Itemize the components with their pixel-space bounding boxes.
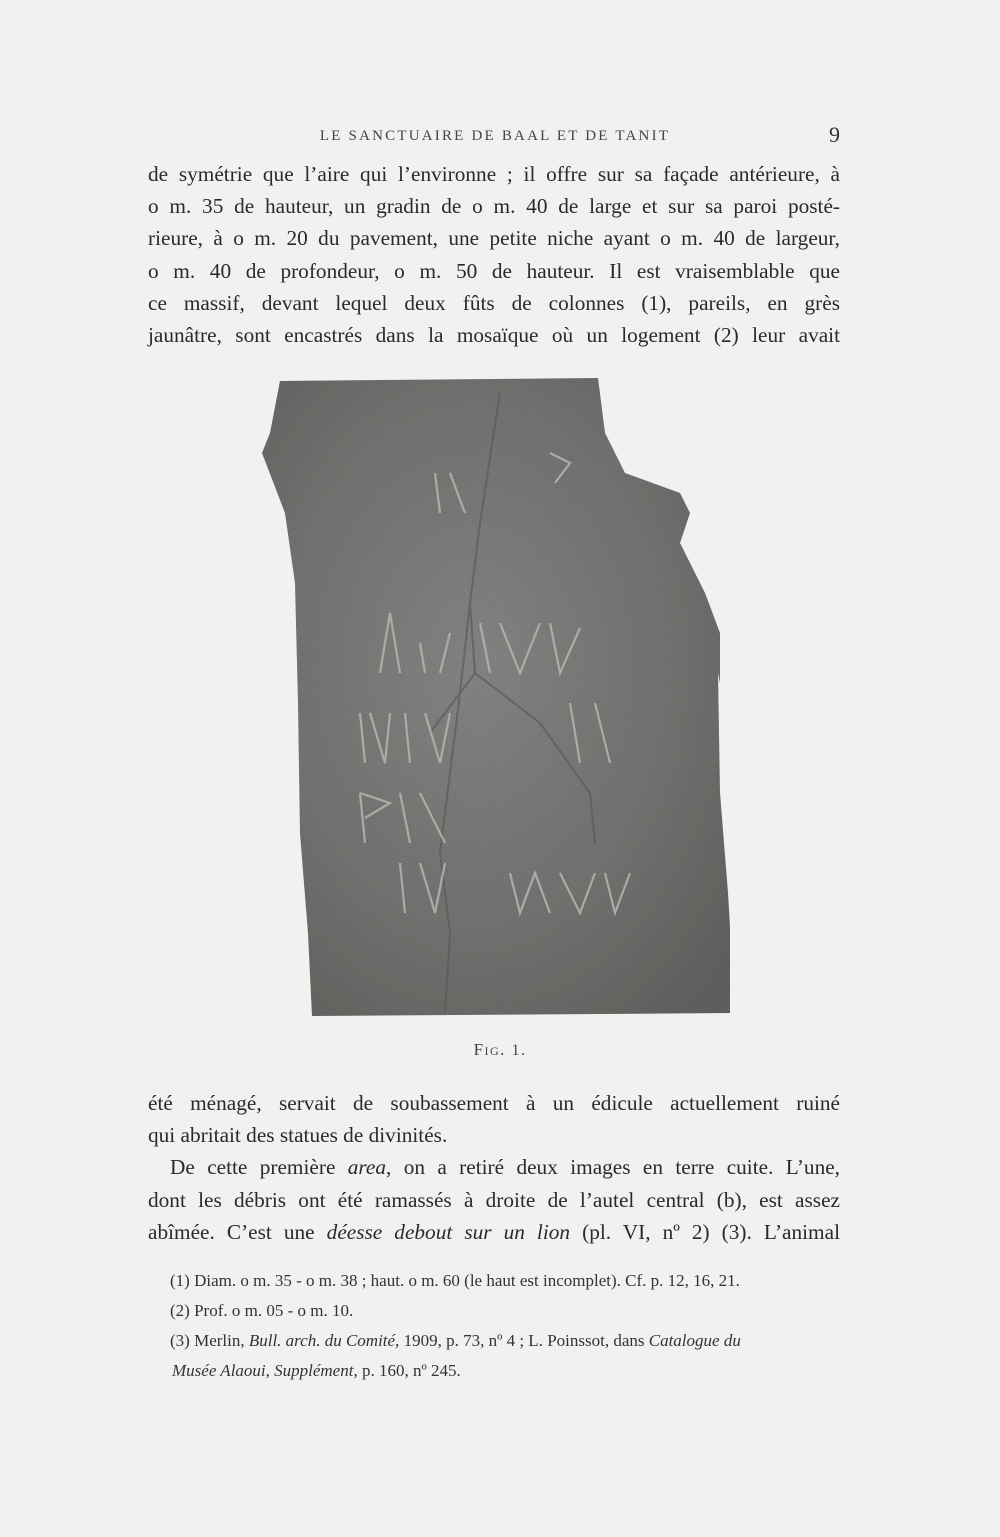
italic-citation: Bull. arch. du Comité, <box>248 1331 400 1350</box>
italic-citation: Musée Alaoui, Supplément, <box>172 1361 358 1380</box>
text-run: (pl. VI, nº 2) (3). L’animal <box>570 1219 840 1244</box>
text-run: 1909, p. 73, nº 4 ; L. Poinssot, dans <box>399 1331 649 1350</box>
text-line: été ménagé, servait de soubassement à un édicule actuellement ruiné <box>148 1091 840 1115</box>
footnote-3-continued <box>170 1356 860 1386</box>
figure-stele-photo <box>250 373 730 1023</box>
body-paragraphs-bottom <box>148 1087 840 1248</box>
text-run: De cette première <box>170 1155 348 1180</box>
body-paragraph-top <box>148 158 840 351</box>
running-title: LE SANCTUAIRE DE BAAL ET DE TANIT <box>319 128 671 144</box>
text-run: p. 160, nº 245. <box>357 1361 461 1380</box>
italic-term: area <box>347 1155 387 1180</box>
text-line <box>148 1216 840 1248</box>
caption-number: 1. <box>511 1042 527 1059</box>
footnote-2: (2) Prof. o m. 05 - o m. 10. <box>170 1301 354 1320</box>
text-line: o m. 35 de hauteur, un gradin de o m. 40 de large et sur sa paroi posté- <box>148 194 840 219</box>
text-run: , on a retiré deux images en terre cuite. L’une, <box>386 1155 840 1180</box>
text-line <box>148 1151 840 1183</box>
text-run: abîmée. C’est une <box>148 1219 327 1244</box>
text-line: qui abritait des statues de divinités. <box>148 1123 448 1148</box>
italic-phrase: déesse debout sur un lion <box>326 1219 571 1244</box>
figure-caption <box>0 1040 1000 1060</box>
text-line: jaunâtre, sont encastrés dans la mosaïque où un logement (2) leur avait <box>148 323 840 348</box>
stele-stone <box>262 378 730 1016</box>
text-run: (3) Merlin, <box>170 1331 249 1350</box>
text-line: ce massif, devant lequel deux fûts de colonnes (1), pareils, en grès <box>148 290 840 315</box>
text-line: o m. 40 de profondeur, o m. 50 de hauteur. Il est vraisemblable que <box>148 258 840 283</box>
italic-citation: Catalogue du <box>648 1331 741 1350</box>
footnote-3 <box>170 1326 860 1356</box>
text-line: rieure, à o m. 20 du pavement, une petite niche ayant o m. 40 de largeur, <box>148 226 840 251</box>
text-line: de symétrie que l’aire qui l’environne ; il offre sur sa façade antérieure, à <box>148 162 840 186</box>
page-number: 9 <box>829 122 840 147</box>
footnotes <box>170 1266 860 1386</box>
text-line: dont les débris ont été ramassés à droite de l’autel central (b), est assez <box>148 1187 840 1212</box>
running-head <box>150 122 840 154</box>
footnote-1: (1) Diam. o m. 35 - o m. 38 ; haut. o m. 60 (le haut est incomplet). Cf. p. 12, 16, 21. <box>170 1271 740 1290</box>
caption-prefix: Fig. <box>473 1040 506 1059</box>
